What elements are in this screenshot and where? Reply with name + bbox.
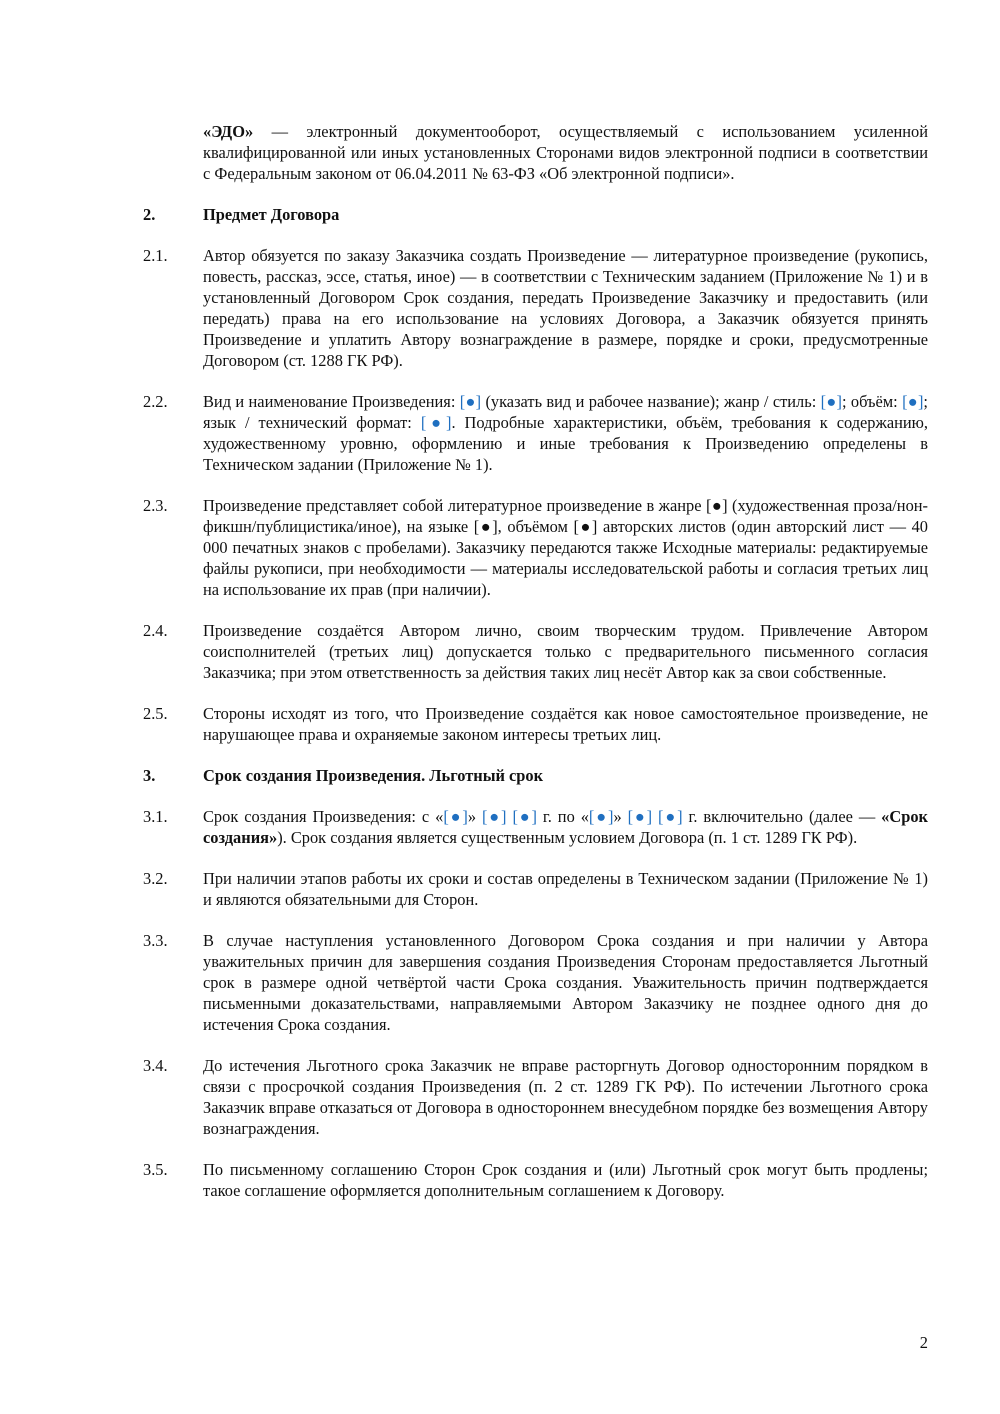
placeholder: [●] [459,392,482,411]
text-run: г. по « [536,807,589,826]
clause-number: 2.3. [143,496,168,515]
placeholder: [●] [588,807,614,826]
text-run: (указать вид и рабочее название); жанр / стиль: [481,392,821,411]
text-run: ). Срок создания является существенным условием Договора (п. 1 ст. 1289 ГК РФ). [277,828,858,847]
placeholder: [●] [443,807,468,826]
text-run: » [613,807,628,826]
section-2-heading [143,204,928,225]
clause-2-1 [143,245,928,371]
text-run: Срок создания Произведения: с « [203,807,444,826]
placeholder: [●] [512,807,537,826]
page-number: 2 [919,1333,928,1352]
text-run: ; объём: [841,392,903,411]
clause-text: Стороны исходят из того, что Произведение создаётся как новое самостоятельное произведение, не нарушающее права и охраняемые законом интересы третьих лиц. [203,704,928,744]
placeholder: [●] [902,392,924,411]
clause-2-2 [143,391,928,475]
clause-2-4 [143,620,928,683]
clause-3-1 [143,806,928,848]
clause-text [203,806,928,848]
clause-number: 3.4. [143,1056,168,1075]
clause-text: При наличии этапов работы их сроки и состав определены в Техническом задании (Приложение № 1) и являются обязательными для Сторон. [203,869,928,909]
definition-text: — электронный документооборот, осуществляемый с использованием усиленной квалифицированной или иных установленных Сторонами видов электронной подписи в соответствии с Федеральным законом от 06.04.2011 № 63-ФЗ «Об электронной подписи». [203,122,928,183]
section-number: 3. [143,766,156,785]
placeholder: [●] [820,392,842,411]
document-body [143,121,928,1201]
section-number: 2. [143,205,156,224]
clause-text: Произведение создаётся Автором лично, своим творческим трудом. Привлечение Автором соисполнителей (третьих лиц) допускается только с предварительного письменного согласия Заказчика; при этом ответственность за действия таких лиц несёт Автор как за свои собственные. [203,621,928,682]
defined-term: «ЭДО» [203,122,254,141]
clause-text [203,391,928,475]
placeholder: [●] [627,807,653,826]
clause-number: 3.2. [143,869,168,888]
clause-text: Автор обязуется по заказу Заказчика создать Произведение — литературное произведение (рукопись, повесть, рассказ, эссе, статья, иное) — в соответствии с Техническим заданием (Приложение № 1) и в установленный Договором Срок создания, передать Произведение Заказчику и предоставить (или передать) права на его использование на условиях Договора, а Заказчик обязуется принять Произведение и уплатить Автору вознаграждение в размере, порядке и сроки, предусмотренные Договором (ст. 1288 ГК РФ). [203,246,928,370]
clause-3-5 [143,1159,928,1201]
text-run: Вид и наименование Произведения: [203,392,460,411]
text-run: ; язык / технический формат: [203,392,928,432]
section-3-heading [143,765,928,786]
text-run: г. включительно (далее — [682,807,882,826]
clause-number: 2.5. [143,704,168,723]
clause-number: 2.4. [143,621,168,640]
clause-2-3 [143,495,928,600]
placeholder: [●] [658,807,683,826]
clause-number: 3.3. [143,931,168,950]
placeholder: [●] [481,807,507,826]
clause-text: В случае наступления установленного Договором Срока создания и при наличии у Автора уважительных причин для завершения создания Произведения Сторонам предоставляется Льготный срок в размере одной четвёртой части Срока создания. Уважительность причин подтверждается письменными доказательствами, направляемыми Автором Заказчику не позднее одного дня до истечения Срока создания. [203,931,928,1034]
defined-term: «Срок создания» [203,807,928,847]
clause-number: 2.1. [143,246,168,265]
clause-text: Произведение представляет собой литературное произведение в жанре [●] (художественная проза/нон-фикшн/публицистика/иное), на языке [●], объёмом [●] авторских листов (один авторский лист — 40 000 печатных знаков с пробелами). Заказчику передаются также Исходные материалы: редактируемые файлы рукописи, при необходимости — материалы исследовательской работы и согласия третьих лиц на использование их прав (при наличии). [203,496,928,599]
clause-3-3 [143,930,928,1035]
placeholder: [●] [420,413,452,432]
section-title: Срок создания Произведения. Льготный срок [203,766,544,785]
clause-text: По письменному соглашению Сторон Срок создания и (или) Льготный срок могут быть продлены; такое соглашение оформляется дополнительным соглашением к Договору. [203,1160,928,1200]
definition-edo [203,121,928,184]
text-run: . Подробные характеристики, объём, требования к содержанию, художественному уровню, оформлению и иные требования к Произведению определены в Техническом задании (Приложение № 1). [203,413,928,474]
clause-number: 2.2. [143,392,168,411]
clause-text: До истечения Льготного срока Заказчик не вправе расторгнуть Договор односторонним порядком в связи с просрочкой создания Произведения (п. 2 ст. 1289 ГК РФ). По истечении Льготного срока Заказчик вправе отказаться от Договора в одностороннем внесудебном порядке без возмещения Автору вознаграждения. [203,1056,928,1138]
clause-3-2 [143,868,928,910]
text-run: » [467,807,482,826]
clause-2-5 [143,703,928,745]
clause-3-4 [143,1055,928,1139]
clause-number: 3.5. [143,1160,168,1179]
section-title: Предмет Договора [203,205,340,224]
clause-number: 3.1. [143,807,168,826]
